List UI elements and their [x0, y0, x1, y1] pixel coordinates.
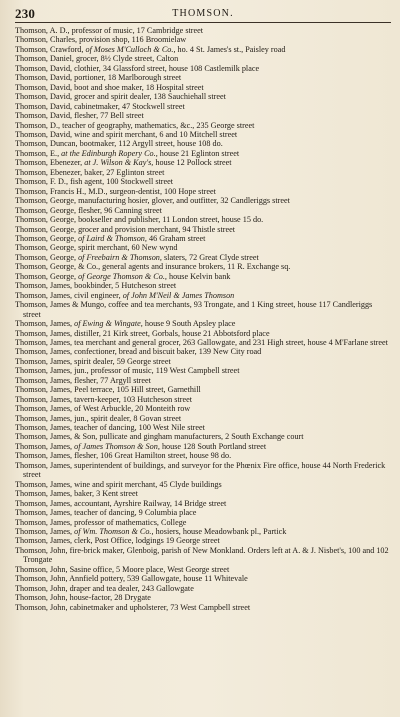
directory-entry	[15, 442, 391, 451]
entry-text: Thomson, Ebenezer, baker, 27 Eglinton street	[15, 167, 165, 177]
entry-text: Thomson, James, flesher, 77 Argyll street	[15, 375, 151, 385]
entry-text: house Kelvin bank	[166, 271, 231, 281]
directory-entry	[15, 574, 391, 583]
page-header	[15, 6, 391, 23]
directory-entry	[15, 121, 391, 130]
directory-entry	[15, 243, 391, 252]
directory-entry	[15, 404, 391, 413]
entry-firm-italic: of James Thomson & Son,	[74, 441, 160, 451]
entry-text: Thomson, James, civil engineer,	[15, 290, 123, 300]
entry-text: Thomson, James,	[15, 441, 75, 451]
directory-entry	[15, 92, 391, 101]
directory-entry	[15, 489, 391, 498]
entry-text: Thomson, James, jun., spirit dealer, 8 Govan street	[15, 413, 182, 423]
entry-text: house 12 Pollock street	[153, 158, 232, 168]
entry-text: Thomson, George, & Co., general agents and insurance brokers, 11 R. Exchange sq.	[15, 262, 291, 272]
directory-entry	[15, 262, 391, 271]
directory-entry	[15, 206, 391, 215]
entry-text: Thomson, James & Mungo, coffee and tea merchants, 93 Trongate, and 1 King street, house 117 Candleriggs street	[15, 300, 373, 319]
entry-text: Thomson, George,	[15, 271, 79, 281]
entry-text: Thomson, George,	[15, 233, 79, 243]
entry-text: Thomson, George, grocer and provision merchant, 94 Thistle street	[15, 224, 236, 234]
directory-entry	[15, 461, 391, 480]
entry-text: Thomson, George, flesher, 96 Canning street	[15, 205, 162, 215]
entry-firm-italic: of George Thomson & Co.,	[78, 271, 167, 281]
entry-text: Thomson, James, bookbinder, 5 Hutcheson street	[15, 281, 177, 291]
directory-entry	[15, 338, 391, 347]
directory-entry	[15, 168, 391, 177]
entry-text: Thomson, James, flesher, 106 Great Hamilton street, house 98 do.	[15, 451, 232, 461]
entry-text: house 21 Eglinton street	[157, 148, 240, 158]
entry-text: Thomson, John, Sasine office, 5 Moore place, West George street	[15, 564, 230, 574]
entry-text: house 128 South Portland street	[159, 441, 267, 451]
entry-text: Thomson, James, wine and spirit merchant, 45 Clyde buildings	[15, 479, 222, 489]
entry-text: Thomson, James, & Son, pullicate and gingham manufacturers, 2 South Exchange court	[15, 432, 304, 442]
directory-entry	[15, 347, 391, 356]
entry-text: Thomson, John, fire-brick maker, Glenboig, parish of New Monkland. Orders left at A. & J. Nisbet's, 100 and 102 Trongate	[15, 545, 389, 565]
directory-entry	[15, 451, 391, 460]
entry-text: Thomson, George, spirit merchant, 60 New wynd	[15, 243, 178, 253]
entry-firm-italic: of Laird & Thomson,	[78, 233, 147, 243]
directory-entry	[15, 508, 391, 517]
directory-entry	[15, 385, 391, 394]
entry-text: Thomson, James, distiller, 21 Kirk street, Gorbals, house 21 Abbotsford place	[15, 328, 270, 338]
entry-text: Thomson, David, portioner, 18 Marlborough street	[15, 73, 182, 83]
entry-text: Thomson, James, confectioner, bread and biscuit baker, 139 New City road	[15, 347, 262, 357]
directory-entry	[15, 300, 391, 319]
directory-entry	[15, 253, 391, 262]
directory-entry	[15, 366, 391, 375]
directory-entry	[15, 357, 391, 366]
entry-text: Thomson, David, wine and spirit merchant, 6 and 10 Mitchell street	[15, 129, 238, 139]
running-head: THOMSON.	[172, 8, 234, 19]
directory-entry	[15, 319, 391, 328]
entry-text: Thomson, Crawford,	[15, 44, 86, 54]
entry-text: Thomson, Charles, provision shop, 116 Broomielaw	[15, 35, 187, 45]
entry-text: ho. 4 St. James's st., Paisley road	[175, 44, 286, 54]
directory-entry	[15, 45, 391, 54]
directory-entry	[15, 527, 391, 536]
directory-entry	[15, 177, 391, 186]
directory-entry	[15, 26, 391, 35]
entry-text: Thomson, David, flesher, 77 Bell street	[15, 111, 144, 121]
entry-text: Thomson, James, tea merchant and general grocer, 263 Gallowgate, and 231 High street, house 4 M'Farlane street	[15, 337, 388, 347]
entry-firm-italic: of Freebairn & Thomson,	[78, 252, 162, 262]
directory-entry	[15, 225, 391, 234]
directory-entry	[15, 329, 391, 338]
entry-text: Thomson, James, of West Arbuckle, 20 Monteith row	[15, 404, 191, 414]
directory-entry	[15, 83, 391, 92]
entry-text: Thomson, George,	[15, 252, 79, 262]
entry-text: 46 Graham street	[146, 233, 206, 243]
directory-entry	[15, 423, 391, 432]
entry-text: Thomson, James, professor of mathematics, College	[15, 517, 187, 527]
entry-text: Thomson, George, manufacturing hosier, glover, and outfitter, 32 Candleriggs street	[15, 196, 290, 206]
directory-entry	[15, 102, 391, 111]
directory-entry	[15, 272, 391, 281]
entry-text: Thomson, Ebenezer,	[15, 158, 85, 168]
entry-text: Thomson, Daniel, grocer, 8½ Clyde street, Calton	[15, 54, 179, 64]
directory-entry	[15, 73, 391, 82]
entry-text: house 9 South Apsley place	[142, 319, 236, 329]
entry-text: Thomson, D., teacher of geography, mathematics, &c., 235 George street	[15, 120, 255, 130]
directory-entry	[15, 432, 391, 441]
entry-text: slaters, 72 Great Clyde street	[161, 252, 259, 262]
entry-text: Thomson, James, accountant, Ayrshire Railway, 14 Bridge street	[15, 498, 227, 508]
page-number: 230	[15, 6, 36, 21]
entry-text: Thomson, James, clerk, Post Office, lodgings 19 George street	[15, 536, 220, 546]
directory-entry	[15, 593, 391, 602]
entry-firm-italic: of Wm. Thomson & Co.,	[74, 527, 154, 537]
entry-text: Thomson, James,	[15, 527, 75, 537]
directory-entry	[15, 376, 391, 385]
entry-text: Thomson, F. D., fish agent, 100 Stockwell street	[15, 177, 174, 187]
entry-text: Thomson, Duncan, bootmaker, 112 Argyll street, house 108 do.	[15, 139, 223, 149]
entry-firm-italic: of Moses M'Culloch & Co.,	[85, 44, 176, 54]
directory-entry	[15, 281, 391, 290]
entry-text: Thomson, John, cabinetmaker and upholsterer, 73 West Campbell street	[15, 602, 251, 612]
entry-firm-italic: at J. Wilson & Kay's,	[84, 158, 154, 168]
entry-text: Thomson, John, draper and tea dealer, 243 Gallowgate	[15, 583, 194, 593]
entry-firm-italic: at the Edinburgh Ropery Co.,	[61, 148, 158, 158]
directory-entry	[15, 158, 391, 167]
directory-entry	[15, 414, 391, 423]
directory-entry	[15, 54, 391, 63]
entry-text: Thomson, James, teacher of dancing, 100 West Nile street	[15, 423, 205, 433]
directory-entry	[15, 584, 391, 593]
directory-entry	[15, 480, 391, 489]
entry-text: Thomson, David, cabinetmaker, 47 Stockwell street	[15, 101, 185, 111]
directory-entry	[15, 64, 391, 73]
directory-entry	[15, 536, 391, 545]
directory-entry	[15, 291, 391, 300]
directory-entry	[15, 149, 391, 158]
entry-text: Thomson, James, Peel terrace, 105 Hill street, Garnethill	[15, 385, 201, 395]
entry-text: Thomson, David, boot and shoe maker, 18 Hospital street	[15, 82, 204, 92]
directory-entry	[15, 215, 391, 224]
entry-text: Thomson, David, grocer and spirit dealer, 138 Sauchiehall street	[15, 92, 226, 102]
directory-entry	[15, 546, 391, 565]
directory-entry	[15, 35, 391, 44]
directory-entry	[15, 499, 391, 508]
entry-firm-italic: of John M'Neil & James Thomson	[122, 290, 235, 300]
entry-text: Thomson, James, tavern-keeper, 103 Hutcheson street	[15, 394, 193, 404]
entry-text: Thomson, James,	[15, 319, 75, 329]
entry-text: Thomson, James, jun., professor of music, 119 West Campbell street	[15, 366, 240, 376]
entry-text: Thomson, John, house-factor, 28 Drygate	[15, 593, 151, 603]
entry-text: Thomson, James, superintendent of buildings, and surveyor for the Phœnix Fire office, house 44 North Frederick street	[15, 460, 386, 480]
entry-text: Thomson, David, clothier, 34 Glassford street, house 108 Castlemilk place	[15, 63, 260, 73]
entry-text: Thomson, John, Annfield pottery, 539 Gallowgate, house 11 Whitevale	[15, 574, 248, 584]
directory-entry	[15, 130, 391, 139]
entry-text: Thomson, George, bookseller and publisher, 11 London street, house 15 do.	[15, 215, 264, 225]
entry-text: Thomson, E.,	[15, 148, 62, 158]
entry-firm-italic: of Ewing & Wingate,	[74, 319, 143, 329]
entry-text: hosiers, house Meadowbank pl., Partick	[153, 527, 287, 537]
entry-text: Thomson, James, teacher of dancing, 9 Columbia place	[15, 508, 197, 518]
directory-entry	[15, 603, 391, 612]
directory-entry	[15, 395, 391, 404]
directory-entry	[15, 196, 391, 205]
directory-entries	[15, 26, 391, 612]
directory-entry	[15, 234, 391, 243]
directory-entry	[15, 111, 391, 120]
entry-text: Thomson, Francis H., M.D., surgeon-dentist, 100 Hope street	[15, 186, 216, 196]
directory-entry	[15, 518, 391, 527]
entry-text: Thomson, A. D., professor of music, 17 Cambridge street	[15, 26, 204, 35]
entry-text: Thomson, James, spirit dealer, 59 George street	[15, 356, 171, 366]
directory-entry	[15, 187, 391, 196]
directory-entry	[15, 139, 391, 148]
directory-entry	[15, 565, 391, 574]
entry-text: Thomson, James, baker, 3 Kent street	[15, 489, 138, 499]
